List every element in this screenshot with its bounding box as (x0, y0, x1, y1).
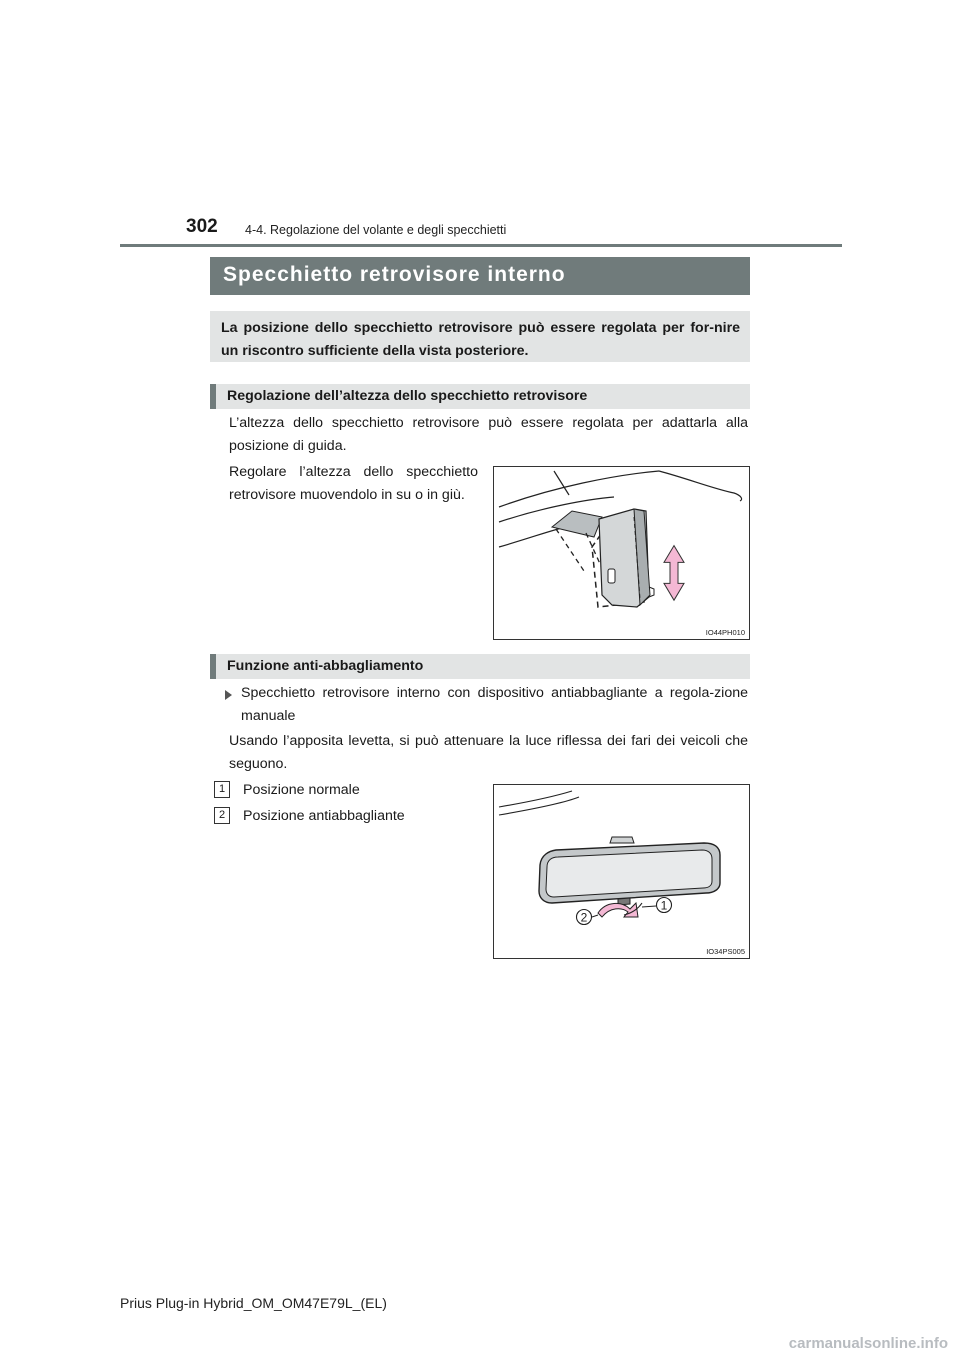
section-heading-antiglare: Funzione anti-abbagliamento (210, 654, 750, 679)
bullet-triangle-icon (225, 690, 232, 700)
bullet-item: Specchietto retrovisore interno con dispositivo antiabbagliante a regola-zione manuale (241, 685, 748, 724)
height-paragraph: L’altezza dello specchietto retrovisore può essere regolata per adattarla alla posizione di guida. (229, 415, 748, 454)
height-instruction: Regolare l’altezza dello specchietto retrovisore muovendolo in su o in giù. (229, 464, 478, 503)
mirror-antiglare-illustration (494, 785, 749, 958)
number-badge-2: 2 (214, 807, 230, 824)
svg-text:1: 1 (660, 898, 668, 913)
page-number: 302 (186, 216, 218, 237)
antiglare-paragraph: Usando l’apposita levetta, si può attenuare la luce riflessa dei fari dei veicoli che seguono. (229, 733, 748, 772)
intro-box: La posizione dello specchietto retrovisore può essere regolata per for-nire un riscontro sufficiente della vista posteriore. (210, 311, 750, 362)
section-heading-height: Regolazione dell’altezza dello specchietto retrovisore (210, 384, 750, 409)
section-path: 4-4. Regolazione del volante e degli specchietti (245, 223, 507, 237)
figure-code: IO34PS005 (706, 947, 745, 956)
number-badge-1: 1 (214, 781, 230, 798)
header-rule (120, 244, 842, 247)
position-label-normal: Posizione normale (243, 782, 360, 798)
svg-text:2: 2 (580, 910, 588, 925)
footer-doc-id: Prius Plug-in Hybrid_OM_OM47E79L_(EL) (120, 1295, 387, 1311)
figure-code: IO44PH010 (705, 628, 745, 637)
figure-mirror-height (493, 466, 750, 640)
mirror-height-illustration (494, 467, 749, 639)
watermark: carmanualsonline.info (788, 1335, 948, 1352)
position-label-antiglare: Posizione antiabbagliante (243, 808, 405, 824)
page-title: Specchietto retrovisore interno (210, 257, 750, 295)
figure-mirror-antiglare (493, 784, 750, 959)
